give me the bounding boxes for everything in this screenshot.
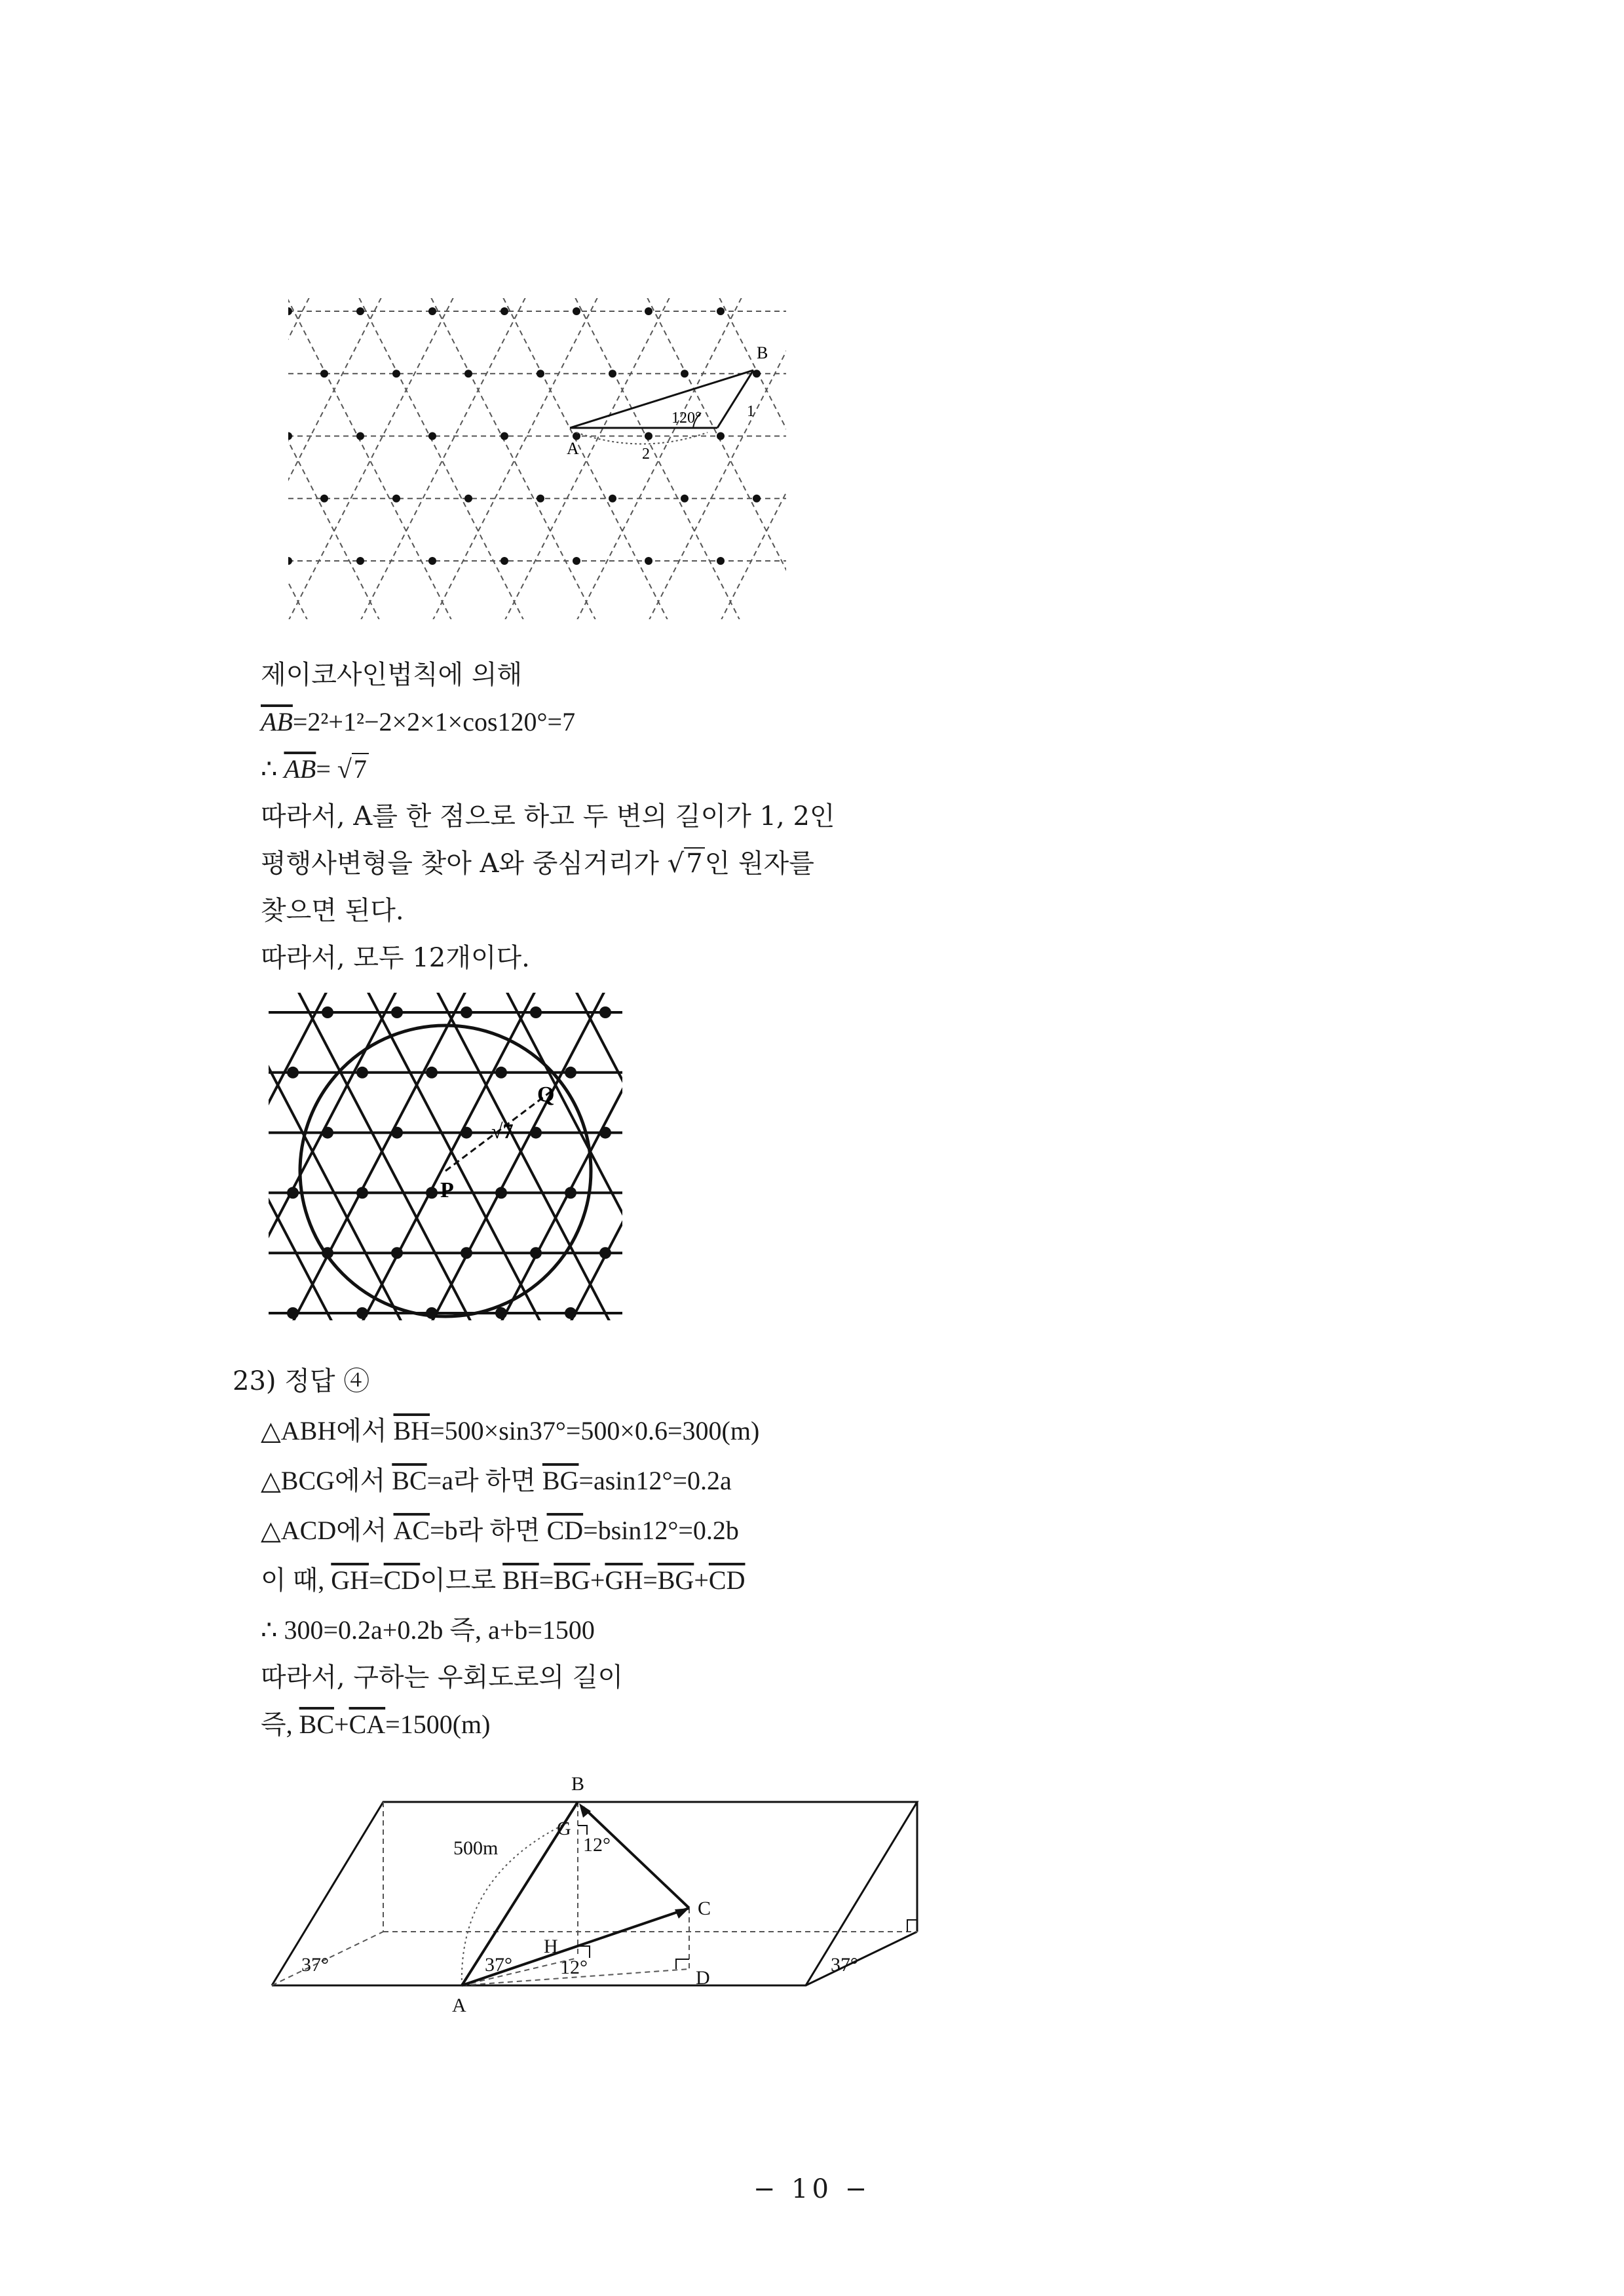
lattice-atom (717, 307, 725, 315)
text-line (261, 1659, 623, 1696)
lattice-atom (530, 1247, 542, 1259)
equation: =2²+1²−2×2×1×cos120°=7 (292, 707, 576, 737)
lattice-atom (464, 495, 472, 503)
lattice-atom (565, 1187, 576, 1198)
lattice-atom (426, 1067, 438, 1079)
text: =b라 하면 (430, 1516, 547, 1545)
text: △ACD에서 (261, 1516, 394, 1545)
lattice-figure-1 (288, 298, 786, 619)
lattice-atom (461, 1006, 472, 1018)
sentence: 따라서, 모두 12개이다. (261, 943, 530, 973)
lattice-atom (565, 1307, 576, 1319)
plus: + (590, 1565, 605, 1595)
label-500m: 500m (453, 1837, 499, 1859)
lattice-atom (609, 370, 616, 377)
equation-line (261, 1562, 745, 1599)
lattice-atom (320, 370, 328, 377)
segment-CD: $\overline{CD}$ (708, 1565, 746, 1595)
lattice-atom (287, 1067, 299, 1079)
lattice-atom (681, 370, 689, 377)
heading-text: 23) 정답 ④ (233, 1366, 370, 1396)
lattice-atom (356, 1307, 368, 1319)
label-P: P (440, 1178, 454, 1202)
plus: + (334, 1710, 349, 1739)
sentence: 따라서, A를 한 점으로 하고 두 변의 길이가 1, 2인 (261, 801, 835, 832)
lattice-atom (530, 1006, 542, 1018)
text-line (261, 657, 522, 693)
sqrt-7: √7 (337, 751, 369, 788)
prism-outline (272, 1802, 917, 1985)
slope-figure (262, 1763, 943, 2018)
label-root7: √7 (491, 1119, 514, 1143)
sqrt-7: √7 (668, 845, 705, 882)
lattice-atom (565, 1067, 576, 1079)
label-H: H (544, 1936, 558, 1957)
label-37-right: 37° (831, 1954, 858, 1976)
label-C: C (698, 1898, 711, 1919)
equals: = (538, 1565, 554, 1595)
lattice-atom (391, 1247, 403, 1259)
label-G: G (557, 1818, 571, 1839)
sentence: 따라서, 구하는 우회도로의 길이 (261, 1662, 624, 1693)
segment-BG: $\overline{BG}$ (542, 1466, 579, 1495)
label-2: 2 (642, 446, 650, 463)
lattice-atom (537, 370, 544, 377)
lattice-atom (681, 495, 689, 503)
lattice-atom (288, 307, 292, 315)
page-number: − 10 − (753, 2174, 871, 2204)
lattice-atom (322, 1127, 333, 1139)
label-12-upper: 12° (583, 1834, 611, 1856)
lattice-atom (717, 557, 725, 565)
radicand: 7 (352, 753, 369, 784)
lattice-atom (391, 1127, 403, 1139)
lattice-atom (537, 495, 544, 503)
segment-BC: $\overline{BC}$ (392, 1466, 427, 1495)
equation-line (261, 1612, 595, 1649)
lattice-atom (428, 432, 436, 440)
lattice-atom (495, 1187, 507, 1198)
lattice-atom (287, 1307, 299, 1319)
segment-CD: $\overline{CD}$ (383, 1565, 421, 1595)
answer-heading (233, 1363, 369, 1400)
text: △BCG에서 (261, 1466, 392, 1495)
label-1: 1 (747, 403, 755, 420)
segment-GH: $\overline{GH}$ (331, 1565, 369, 1595)
radicand: 7 (684, 847, 704, 879)
segment-AB: $\overline{AB}$ (284, 754, 316, 784)
lattice-atom (426, 1187, 438, 1198)
lattice-atom (645, 432, 652, 440)
label-A: A (452, 1995, 466, 2016)
lattice-atom (356, 1187, 368, 1198)
lattice-atom (461, 1247, 472, 1259)
label-B: B (571, 1773, 585, 1795)
equals: = (316, 754, 337, 784)
lattice-atom (495, 1067, 507, 1079)
therefore-sign: ∴ (261, 754, 284, 784)
lattice-atom (753, 495, 761, 503)
lattice-atom (322, 1006, 333, 1018)
lattice-atom (288, 432, 292, 440)
lattice-atom (461, 1127, 472, 1139)
lattice-atom (392, 370, 400, 377)
lattice-atom (599, 1006, 611, 1018)
equals: = (369, 1565, 384, 1595)
lattice-atom (645, 307, 652, 315)
segment-BG: $\overline{BG}$ (657, 1565, 694, 1595)
lattice-atom (573, 557, 580, 565)
lattice-atom (495, 1307, 507, 1319)
segment-AB: $\overline{AB}$ (261, 707, 293, 737)
label-Q: Q (537, 1082, 555, 1107)
segment-AC: $\overline{AC}$ (393, 1516, 430, 1545)
equation: =asin12°=0.2a (578, 1466, 732, 1495)
lattice-atom (464, 370, 472, 377)
equation-line (261, 704, 575, 740)
lattice-atom (356, 307, 364, 315)
text-line (261, 845, 814, 882)
text-line (261, 892, 404, 929)
lattice-atom (428, 557, 436, 565)
text: △ABH에서 (261, 1416, 394, 1445)
segment-BC: $\overline{BC}$ (299, 1710, 334, 1739)
sentence: 제이코사인법칙에 의해 (261, 660, 523, 690)
lattice-atom (599, 1127, 611, 1139)
segment-BH: $\overline{BH}$ (502, 1565, 539, 1595)
segment-GH: $\overline{GH}$ (605, 1565, 643, 1595)
text-line (261, 940, 530, 976)
equation-line (261, 1706, 490, 1743)
segment-CA: $\overline{CA}$ (349, 1710, 386, 1739)
label-A: A (567, 439, 579, 458)
lattice-atom (391, 1006, 403, 1018)
equation-line (261, 1463, 732, 1499)
lattice-atom (645, 557, 652, 565)
equation-line (261, 751, 369, 788)
lattice-atom (320, 495, 328, 503)
label-angle: 120° (671, 410, 702, 427)
lattice-atom (288, 557, 292, 565)
lattice-atom (428, 307, 436, 315)
text: =a라 하면 (426, 1466, 542, 1495)
dimension-arc (576, 432, 708, 444)
lattice-atom (356, 1067, 368, 1079)
text: 즉, (261, 1710, 299, 1739)
label-37-middle: 37° (485, 1954, 512, 1976)
equation-line (261, 1512, 739, 1549)
lattice-atom (500, 307, 508, 315)
sentence: 찾으면 된다. (261, 896, 404, 926)
lattice-atom (500, 557, 508, 565)
text: 이므로 (420, 1565, 503, 1595)
segment-CD: $\overline{CD}$ (546, 1516, 584, 1545)
equals: = (643, 1565, 658, 1595)
lattice-atom (573, 307, 580, 315)
equation: ∴ 300=0.2a+0.2b 즉, a+b=1500 (261, 1615, 595, 1645)
sentence: 평행사변형을 찾아 A와 중심거리가 (261, 849, 668, 879)
lattice-atom (717, 432, 725, 440)
label-12-lower: 12° (560, 1957, 588, 1978)
label-D: D (696, 1967, 710, 1989)
text-line (261, 798, 835, 835)
label-37-left: 37° (301, 1954, 329, 1976)
lattice-atom (287, 1187, 299, 1198)
segment-BG: $\overline{BG}$ (554, 1565, 590, 1595)
lattice-atom (356, 557, 364, 565)
lattice-atom (599, 1247, 611, 1259)
sentence: 인 원자를 (704, 849, 814, 879)
segment-BH: $\overline{BH}$ (393, 1416, 430, 1445)
equation-line (261, 1413, 759, 1449)
text: 이 때, (261, 1565, 331, 1595)
lattice-atom (530, 1127, 542, 1139)
equation: =500×sin37°=500×0.6=300(m) (430, 1416, 760, 1445)
label-B: B (757, 343, 768, 362)
lattice-atom (500, 432, 508, 440)
lattice-figure-2 (269, 993, 622, 1320)
equation: =bsin12°=0.2b (583, 1516, 739, 1545)
triangle-AB (570, 370, 753, 428)
plus: + (694, 1565, 709, 1595)
equation: =1500(m) (385, 1710, 491, 1739)
lattice-atom (356, 432, 364, 440)
lattice-atom (392, 495, 400, 503)
lattice-atom (609, 495, 616, 503)
